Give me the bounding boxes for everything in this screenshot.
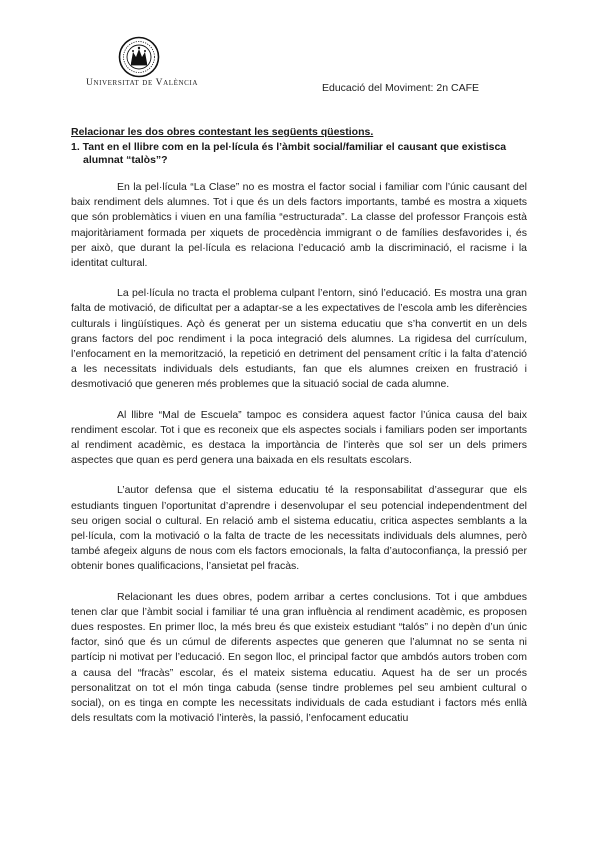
- university-name: Universitat de València: [85, 78, 199, 88]
- paragraph-1: En la pel·lícula “La Clase” no es mostra el factor social i familiar com l’únic causant del baix rendiment dels alumnes. Tot i que és un dels factors importants, també es mostra a xiquets que són problemàtics i viuen en una família “estructurada”. La classe del professor François està majoritàriament formada per xiquets de procedència immigrant o de famílies desfavorides i, és per això, que durant la pel·lícula es relaciona l’educació amb la discriminació, el racisme i la identitat cultural.: [71, 181, 527, 270]
- paragraph-3: Al llibre “Mal de Escuela” tampoc es considera aquest factor l’única causa del baix rendiment escolar. Tot i que es reconeix que els aspectes socials i familiars poden ser importants al rendiment acadèmic, es destaca la importància de l’interès que sol ser un dels primers aspectes que quan es perd genera una baixada en els resultats escolars.: [71, 408, 527, 467]
- document-body: [71, 126, 527, 742]
- paragraph-4: L’autor defensa que el sistema educatiu té la responsabilitat d’assegurar que els estudiants tinguen l’oportunitat d’aprendre i desenvolupar el seu potencial independentment del seu origen social o cultural. En relació amb el sistema educatiu, critica aspectes semblants a la pel·lícula, com la motivació o la falta de tracte de les necessitats individuals dels alumnes, però també afegeix alguns de nous com els factors emocionals, la falta d’autoconfiança, la pressió per obtenir bones qualificacions, l’ansietat pel fracàs.: [71, 484, 527, 573]
- course-title: Educació del Moviment: 2n CAFE: [322, 82, 479, 94]
- paragraph-2: La pel·lícula no tracta el problema culpant l’entorn, sinó l’educació. Es mostra una gran falta de motivació, de dificultat per a adaptar-se a les expectatives de l’escola amb les diferències culturals i lingüístiques. Açò és generat per un sistema educatiu que s’ha convertit en un dels grans factors del poc rendiment i la poca integració dels alumnes. La rigidesa del currículum, l’enfocament en la memorització, la repetició en detriment del pensament crític i la falta d’atenció a les necessitats individuals dels estudiants, fan que els alumnes creixen en frustració i desmotivació que generen més problemes que la situació social de cada alumne.: [71, 287, 527, 391]
- paragraph-5: Relacionant les dues obres, podem arribar a certes conclusions. Tot i que ambdues tenen clar que l’àmbit social i familiar té una gran influència al rendiment acadèmic, es proposen dues respostes. En primer lloc, la més breu és que existeix estudiant “talós” i no depèn d’un únic factor, sinó que és un cúmul de diferents aspectes que generen que l’alumnat no se senta ni partícip ni motivat per l’educació. En segon lloc, el principal factor que ambdós autors troben com a causa del “fracàs” escolar, és el mateix sistema educatiu. Aquest ha de ser un procés personalitzat on tot el món tinga cabuda (sense tindre problemes pel seu ambient cultural o social), on es tinga en compte les necessitats individuals de cada estudiant i factors més enllà dels resultats com la motivació l’interès, la passió, l’enfocament educatiu: [71, 590, 527, 725]
- university-logo: [74, 36, 210, 94]
- question-1: 1. Tant en el llibre com en la pel·lícula és l’àmbit social/familiar el causant que existisca alumnat “talòs”?: [71, 141, 507, 166]
- section-title: Relacionar les dos obres contestant les següents qüestions.: [71, 126, 374, 138]
- university-seal-icon: [118, 36, 160, 78]
